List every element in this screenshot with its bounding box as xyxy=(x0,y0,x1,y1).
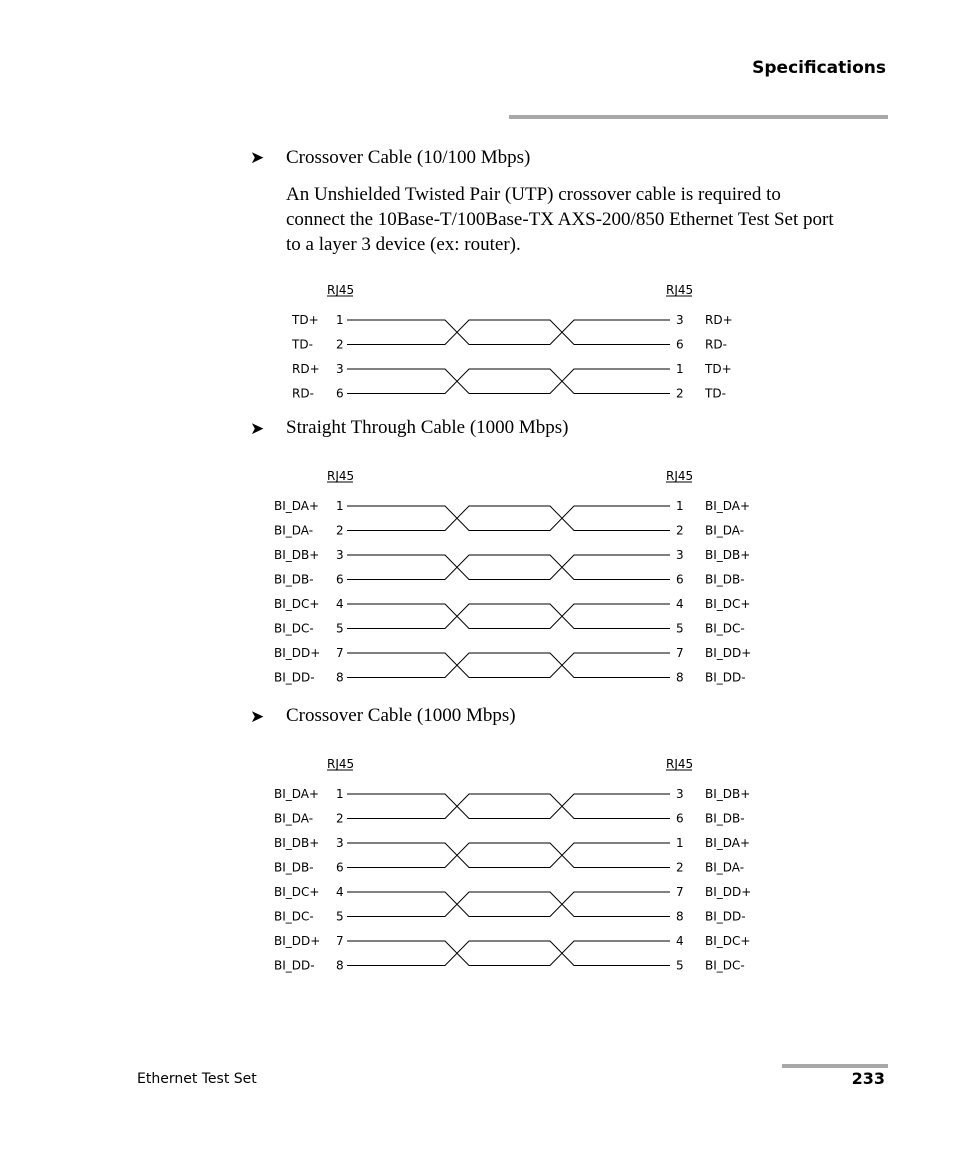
left-signal-label: RD+ xyxy=(292,362,320,376)
left-signal-label: RD- xyxy=(292,386,314,401)
diagram-crossover-1000 xyxy=(0,754,954,979)
right-pin-number: 4 xyxy=(676,934,684,948)
paragraph-line: An Unshielded Twisted Pair (UTP) crossover cable is required to xyxy=(286,184,781,205)
right-signal-label: BI_DB- xyxy=(705,811,745,826)
right-pin-number: 3 xyxy=(676,787,684,801)
page-header-title: Specifications xyxy=(752,58,886,78)
footer-rule xyxy=(782,1064,888,1068)
wire-line xyxy=(347,794,670,819)
right-signal-label: BI_DA- xyxy=(705,860,745,875)
header-rule xyxy=(509,115,888,119)
bullet-arrow-icon: ➤ xyxy=(250,419,265,439)
right-pin-number: 5 xyxy=(676,958,684,973)
left-pin-number: 2 xyxy=(336,523,344,538)
right-pin-number: 2 xyxy=(676,386,684,401)
left-signal-label: BI_DD+ xyxy=(274,934,321,948)
diagram-crossover-10-100 xyxy=(0,280,954,405)
right-pin-number: 2 xyxy=(676,860,684,875)
crossover-description xyxy=(286,182,886,257)
left-pin-number: 2 xyxy=(336,811,344,826)
right-pin-number: 4 xyxy=(676,597,684,611)
right-signal-label: BI_DA+ xyxy=(705,499,751,513)
left-signal-label: BI_DB- xyxy=(274,572,314,587)
left-pin-number: 7 xyxy=(336,646,344,660)
left-pin-number: 3 xyxy=(336,362,344,376)
right-signal-label: BI_DD+ xyxy=(705,646,752,660)
left-pin-number: 8 xyxy=(336,670,344,685)
right-pin-number: 5 xyxy=(676,621,684,636)
left-pin-number: 5 xyxy=(336,909,344,924)
right-pin-number: 6 xyxy=(676,572,684,587)
left-pin-number: 3 xyxy=(336,836,344,850)
diagram-straight-1000 xyxy=(0,466,954,691)
right-signal-label: BI_DD- xyxy=(705,909,746,924)
right-pin-number: 2 xyxy=(676,523,684,538)
right-signal-label: BI_DA+ xyxy=(705,836,751,850)
right-signal-label: BI_DD+ xyxy=(705,885,752,899)
wire-line xyxy=(347,506,670,531)
wiring-diagram-svg xyxy=(0,754,954,979)
wire-line xyxy=(347,506,670,531)
right-signal-label: TD+ xyxy=(705,362,732,376)
left-signal-label: TD+ xyxy=(292,313,319,327)
wiring-diagram-svg xyxy=(0,466,954,691)
left-signal-label: BI_DB- xyxy=(274,860,314,875)
left-signal-label: BI_DC- xyxy=(274,621,314,636)
right-signal-label: BI_DB+ xyxy=(705,787,751,801)
wire-line xyxy=(347,892,670,917)
left-pin-number: 1 xyxy=(336,313,344,327)
left-signal-label: BI_DA+ xyxy=(274,787,320,801)
right-signal-label: BI_DD- xyxy=(705,670,746,685)
wire-rows xyxy=(291,313,733,401)
right-signal-label: RD+ xyxy=(705,313,733,327)
wire-line xyxy=(347,604,670,629)
left-pin-number: 8 xyxy=(336,958,344,973)
left-pin-number: 6 xyxy=(336,572,344,587)
left-pin-number: 6 xyxy=(336,860,344,875)
left-signal-label: BI_DA- xyxy=(274,523,314,538)
left-pin-number: 3 xyxy=(336,548,344,562)
right-signal-label: RD- xyxy=(705,337,727,352)
right-pin-number: 1 xyxy=(676,836,684,850)
left-signal-label: BI_DB+ xyxy=(274,836,320,850)
left-signal-label: BI_DD- xyxy=(274,958,315,973)
right-pin-number: 6 xyxy=(676,811,684,826)
left-pin-number: 5 xyxy=(336,621,344,636)
right-signal-label: BI_DC- xyxy=(705,621,745,636)
wire-line xyxy=(347,320,670,345)
page-number: 233 xyxy=(851,1069,885,1088)
wire-line xyxy=(347,604,670,629)
bullet-arrow-icon: ➤ xyxy=(250,707,265,727)
right-pin-number: 1 xyxy=(676,362,684,376)
wire-line xyxy=(347,555,670,580)
left-signal-label: BI_DC+ xyxy=(274,885,320,899)
section-heading-crossover-10-100: Crossover Cable (10/100 Mbps) xyxy=(286,147,531,168)
left-pin-number: 4 xyxy=(336,597,344,611)
right-pin-number: 8 xyxy=(676,909,684,924)
right-connector-label: RJ45 xyxy=(666,757,694,771)
right-connector-label: RJ45 xyxy=(666,469,694,483)
bullet-arrow-icon: ➤ xyxy=(250,148,265,168)
right-signal-label: BI_DC+ xyxy=(705,597,751,611)
left-pin-number: 1 xyxy=(336,499,344,513)
wire-line xyxy=(347,794,670,819)
section-heading-crossover-1000: Crossover Cable (1000 Mbps) xyxy=(286,705,516,726)
left-connector-label: RJ45 xyxy=(327,469,355,483)
wire-line xyxy=(347,555,670,580)
left-signal-label: BI_DC+ xyxy=(274,597,320,611)
right-signal-label: BI_DC- xyxy=(705,958,745,973)
left-pin-number: 7 xyxy=(336,934,344,948)
left-connector-label: RJ45 xyxy=(327,283,355,297)
left-signal-label: TD- xyxy=(292,337,313,352)
left-signal-label: BI_DA+ xyxy=(274,499,320,513)
wire-line xyxy=(347,653,670,678)
right-pin-number: 7 xyxy=(676,646,684,660)
right-signal-label: BI_DA- xyxy=(705,523,745,538)
right-signal-label: TD- xyxy=(705,386,726,401)
wire-rows xyxy=(274,499,751,685)
right-signal-label: BI_DC+ xyxy=(705,934,751,948)
right-pin-number: 6 xyxy=(676,337,684,352)
wire-line xyxy=(347,843,670,868)
left-pin-number: 1 xyxy=(336,787,344,801)
wire-line xyxy=(347,941,670,966)
wire-line xyxy=(347,941,670,966)
right-pin-number: 1 xyxy=(676,499,684,513)
right-signal-label: BI_DB- xyxy=(705,572,745,587)
left-pin-number: 6 xyxy=(336,386,344,401)
section-heading-straight-1000: Straight Through Cable (1000 Mbps) xyxy=(286,417,569,438)
left-pin-number: 4 xyxy=(336,885,344,899)
wire-line xyxy=(347,843,670,868)
wire-rows xyxy=(274,787,751,973)
footer-document-title: Ethernet Test Set xyxy=(137,1071,257,1087)
wiring-diagram-svg xyxy=(0,280,954,405)
left-connector-label: RJ45 xyxy=(327,757,355,771)
left-signal-label: BI_DC- xyxy=(274,909,314,924)
right-pin-number: 7 xyxy=(676,885,684,899)
wire-line xyxy=(347,892,670,917)
paragraph-line: to a layer 3 device (ex: router). xyxy=(286,234,521,255)
wire-line xyxy=(347,320,670,345)
left-signal-label: BI_DA- xyxy=(274,811,314,826)
left-signal-label: BI_DB+ xyxy=(274,548,320,562)
left-pin-number: 2 xyxy=(336,337,344,352)
right-pin-number: 3 xyxy=(676,548,684,562)
left-signal-label: BI_DD+ xyxy=(274,646,321,660)
right-connector-label: RJ45 xyxy=(666,283,694,297)
wire-line xyxy=(347,653,670,678)
right-pin-number: 3 xyxy=(676,313,684,327)
wire-line xyxy=(347,369,670,394)
right-pin-number: 8 xyxy=(676,670,684,685)
paragraph-line: connect the 10Base-T/100Base-TX AXS-200/850 Ethernet Test Set port xyxy=(286,209,834,230)
right-signal-label: BI_DB+ xyxy=(705,548,751,562)
wire-line xyxy=(347,369,670,394)
left-signal-label: BI_DD- xyxy=(274,670,315,685)
